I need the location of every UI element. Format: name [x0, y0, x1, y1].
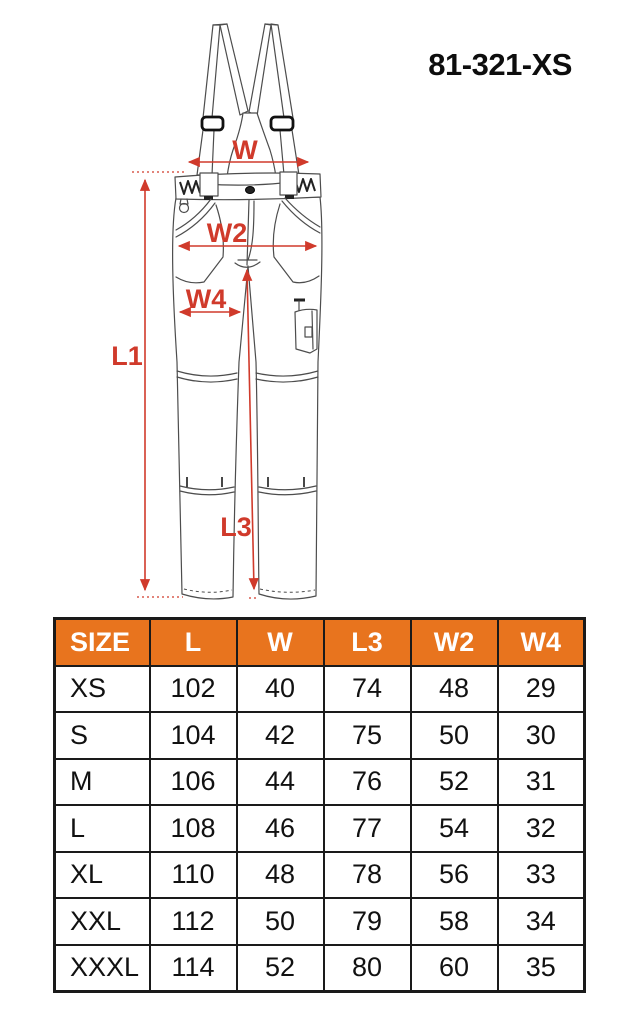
table-cell: XXXL	[55, 945, 150, 992]
table-cell: 48	[237, 852, 324, 899]
size-table	[53, 617, 586, 993]
dimension-label-w4: W4	[185, 284, 227, 314]
table-cell: 29	[498, 666, 585, 713]
table-cell: 30	[498, 712, 585, 759]
table-cell: XL	[55, 852, 150, 899]
table-cell: 80	[324, 945, 411, 992]
header-cell-w: W	[237, 619, 324, 666]
table-row	[55, 805, 585, 852]
table-cell: 50	[411, 712, 498, 759]
table-cell: 35	[498, 945, 585, 992]
table-cell: 77	[324, 805, 411, 852]
header-cell-w4: W4	[498, 619, 585, 666]
table-cell: M	[55, 759, 150, 806]
table-cell: 50	[237, 898, 324, 945]
table-cell: 56	[411, 852, 498, 899]
table-cell: 75	[324, 712, 411, 759]
table-cell: 58	[411, 898, 498, 945]
table-row	[55, 945, 585, 992]
dimension-label-l1: L1	[111, 341, 143, 371]
header-cell-l3: L3	[324, 619, 411, 666]
table-row	[55, 898, 585, 945]
table-cell: 40	[237, 666, 324, 713]
table-cell: 52	[237, 945, 324, 992]
table-cell: S	[55, 712, 150, 759]
dimension-label-w: W	[232, 135, 258, 165]
table-cell: 34	[498, 898, 585, 945]
table-cell: L	[55, 805, 150, 852]
header-cell-size: SIZE	[55, 619, 150, 666]
product-code: 81-321-XS	[428, 47, 572, 82]
dimension-label-w2: W2	[206, 218, 248, 248]
table-cell: 79	[324, 898, 411, 945]
dimension-label-l3: L3	[220, 512, 252, 542]
table-row	[55, 852, 585, 899]
table-cell: 102	[150, 666, 237, 713]
header-cell-l: L	[150, 619, 237, 666]
strap-buckle-right	[271, 117, 293, 130]
table-cell: 42	[237, 712, 324, 759]
table-cell: 106	[150, 759, 237, 806]
table-cell: 52	[411, 759, 498, 806]
table-cell: 32	[498, 805, 585, 852]
table-cell: 60	[411, 945, 498, 992]
table-cell: 33	[498, 852, 585, 899]
table-cell: 74	[324, 666, 411, 713]
strap-buckle-left	[202, 117, 223, 130]
table-cell: 46	[237, 805, 324, 852]
header-cell-w2: W2	[411, 619, 498, 666]
table-cell: 31	[498, 759, 585, 806]
table-row	[55, 666, 585, 713]
table-cell: 112	[150, 898, 237, 945]
table-cell: 114	[150, 945, 237, 992]
suspender-tab-left	[200, 173, 218, 196]
table-cell: 104	[150, 712, 237, 759]
size-table-header-row	[55, 619, 585, 666]
table-row	[55, 712, 585, 759]
table-cell: 78	[324, 852, 411, 899]
suspender-tab-right	[280, 172, 297, 195]
table-cell: 54	[411, 805, 498, 852]
table-cell: 44	[237, 759, 324, 806]
table-cell: 110	[150, 852, 237, 899]
waist-button	[246, 187, 255, 194]
table-cell: XXL	[55, 898, 150, 945]
table-cell: XS	[55, 666, 150, 713]
table-cell: 48	[411, 666, 498, 713]
table-row	[55, 759, 585, 806]
table-cell: 76	[324, 759, 411, 806]
table-cell: 108	[150, 805, 237, 852]
